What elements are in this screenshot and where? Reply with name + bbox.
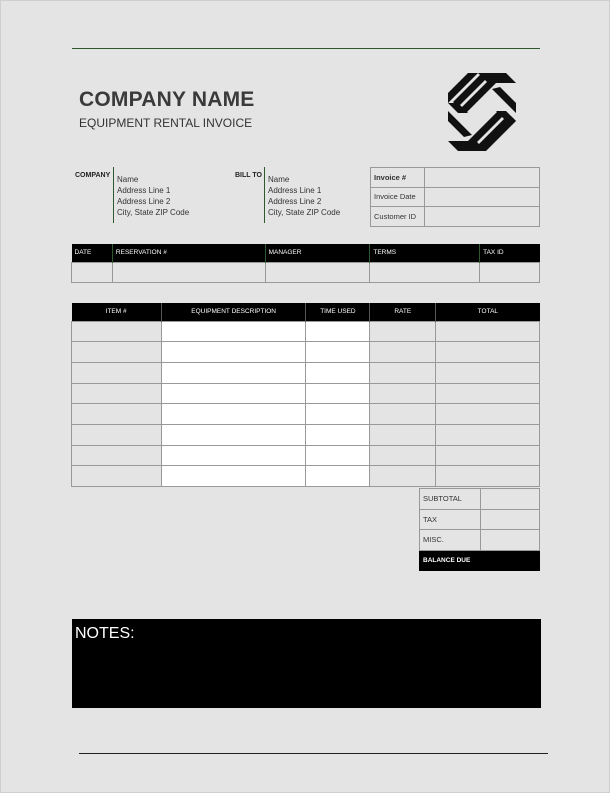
total-cell[interactable] (436, 321, 540, 342)
top-divider (72, 48, 540, 49)
customer-id-label: Customer ID (371, 207, 425, 227)
customer-id-field[interactable] (425, 207, 540, 227)
company-address (113, 167, 189, 223)
time-cell[interactable] (306, 466, 370, 487)
item-cell[interactable] (72, 424, 162, 445)
tax-id-cell[interactable] (480, 262, 540, 282)
company-label: COMPANY (75, 172, 111, 179)
notes-box[interactable] (72, 619, 541, 708)
item-cell[interactable] (72, 466, 162, 487)
table-row (72, 424, 540, 445)
table-row (72, 342, 540, 363)
terms-header: TERMS (370, 244, 480, 262)
company-logo-icon (448, 73, 516, 151)
company-address-line: City, State ZIP Code (117, 208, 190, 217)
rate-cell[interactable] (370, 424, 436, 445)
total-cell[interactable] (436, 342, 540, 363)
bill-to-address-line: City, State ZIP Code (268, 208, 341, 217)
rate-cell[interactable] (370, 321, 436, 342)
subtotal-label: SUBTOTAL (420, 489, 481, 510)
balance-due-value[interactable] (481, 550, 540, 571)
tax-value[interactable] (481, 509, 540, 530)
time-cell[interactable] (306, 445, 370, 466)
time-cell[interactable] (306, 404, 370, 425)
invoice-date-field[interactable] (425, 187, 540, 207)
balance-due-label: BALANCE DUE (420, 550, 481, 571)
bill-to-address-line: Address Line 1 (268, 186, 322, 195)
description-cell[interactable] (161, 424, 306, 445)
item-cell[interactable] (72, 321, 162, 342)
company-address-line: Name (117, 175, 139, 184)
total-cell[interactable] (436, 466, 540, 487)
terms-cell[interactable] (370, 262, 480, 282)
rate-cell[interactable] (370, 466, 436, 487)
time-used-header: TIME USED (306, 303, 370, 321)
notes-label: NOTES: (75, 625, 135, 642)
table-row (72, 445, 540, 466)
total-cell[interactable] (436, 383, 540, 404)
description-cell[interactable] (161, 383, 306, 404)
rate-cell[interactable] (370, 362, 436, 383)
reservation-info-table (71, 244, 540, 283)
time-cell[interactable] (306, 424, 370, 445)
time-cell[interactable] (306, 321, 370, 342)
bill-to-address-line: Address Line 2 (268, 197, 322, 206)
description-cell[interactable] (161, 321, 306, 342)
company-address-line: Address Line 1 (117, 186, 171, 195)
time-cell[interactable] (306, 383, 370, 404)
rate-cell[interactable] (370, 404, 436, 425)
item-number-header: ITEM # (72, 303, 162, 321)
description-cell[interactable] (161, 445, 306, 466)
item-cell[interactable] (72, 342, 162, 363)
description-cell[interactable] (161, 466, 306, 487)
subtotal-value[interactable] (481, 489, 540, 510)
company-name: COMPANY NAME (79, 88, 255, 111)
invoice-meta-table (370, 167, 540, 227)
date-cell[interactable] (72, 262, 113, 282)
misc-value[interactable] (481, 530, 540, 551)
table-row (72, 321, 540, 342)
table-row (72, 466, 540, 487)
misc-label: MISC. (420, 530, 481, 551)
total-cell[interactable] (436, 362, 540, 383)
items-table (71, 303, 540, 487)
total-cell[interactable] (436, 404, 540, 425)
time-cell[interactable] (306, 362, 370, 383)
item-cell[interactable] (72, 445, 162, 466)
manager-cell[interactable] (265, 262, 370, 282)
invoice-number-label: Invoice # (371, 168, 425, 188)
total-cell[interactable] (436, 445, 540, 466)
invoice-date-label: Invoice Date (371, 187, 425, 207)
item-cell[interactable] (72, 362, 162, 383)
description-header: EQUIPMENT DESCRIPTION (161, 303, 306, 321)
item-cell[interactable] (72, 383, 162, 404)
bill-to-address (264, 167, 340, 223)
tax-label: TAX (420, 509, 481, 530)
date-header: DATE (72, 244, 113, 262)
reservation-header: RESERVATION # (112, 244, 265, 262)
bottom-divider (79, 753, 548, 754)
total-header: TOTAL (436, 303, 540, 321)
totals-table (419, 488, 540, 571)
company-address-line: Address Line 2 (117, 197, 171, 206)
invoice-subtitle: EQUIPMENT RENTAL INVOICE (79, 116, 253, 130)
table-row (72, 362, 540, 383)
time-cell[interactable] (306, 342, 370, 363)
total-cell[interactable] (436, 424, 540, 445)
rate-cell[interactable] (370, 342, 436, 363)
rate-cell[interactable] (370, 383, 436, 404)
tax-id-header: TAX ID (480, 244, 540, 262)
table-row (72, 404, 540, 425)
item-cell[interactable] (72, 404, 162, 425)
rate-header: RATE (370, 303, 436, 321)
reservation-cell[interactable] (112, 262, 265, 282)
rate-cell[interactable] (370, 445, 436, 466)
description-cell[interactable] (161, 404, 306, 425)
manager-header: MANAGER (265, 244, 370, 262)
description-cell[interactable] (161, 342, 306, 363)
invoice-number-field[interactable] (425, 168, 540, 188)
bill-to-label: BILL TO (235, 172, 262, 179)
table-row (72, 383, 540, 404)
description-cell[interactable] (161, 362, 306, 383)
bill-to-address-line: Name (268, 175, 290, 184)
